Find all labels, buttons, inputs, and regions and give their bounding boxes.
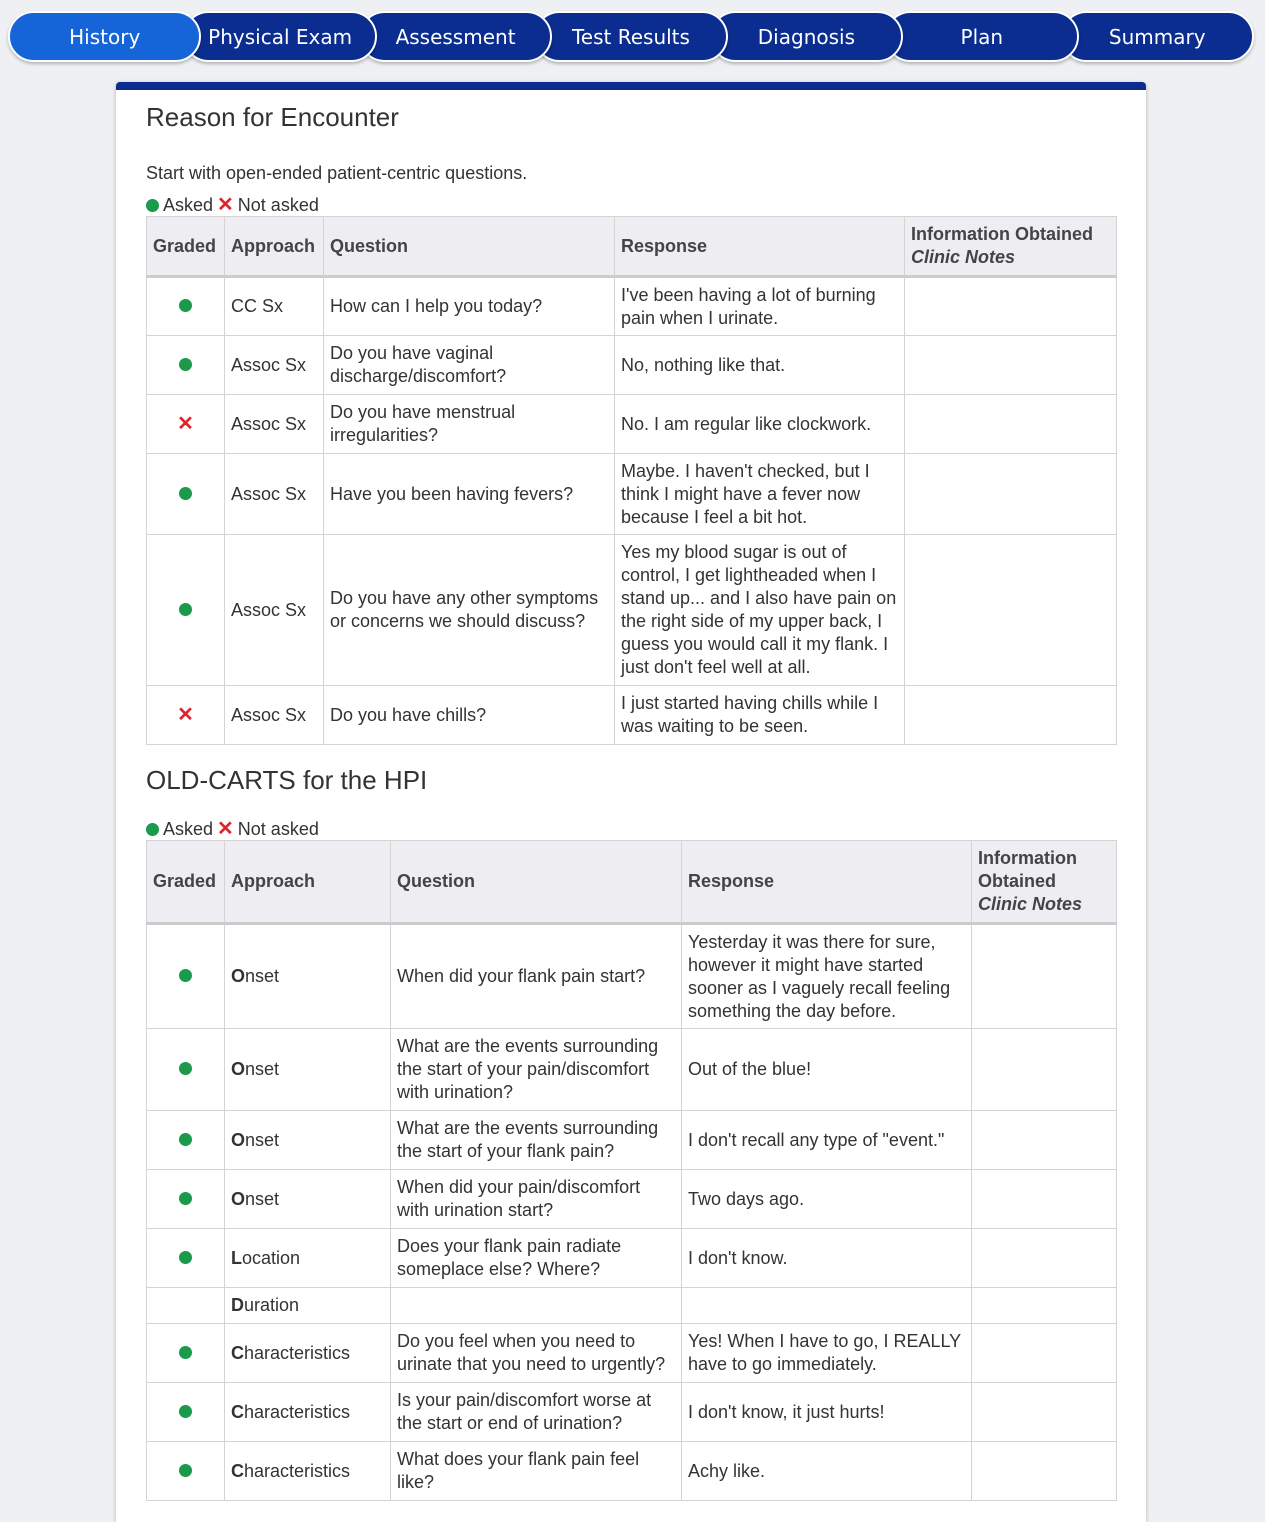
legend-asked: Asked [163,818,214,839]
header-question: Question [391,841,682,924]
table-row [147,1111,1117,1170]
graded-cell [147,454,225,535]
question-cell: What does your flank pain feel like? [391,1442,682,1501]
notes-cell[interactable] [905,535,1117,686]
approach-rest: haracteristics [244,1460,351,1481]
notes-cell[interactable] [905,686,1117,745]
nav-tabs [8,11,1254,62]
header-info [905,217,1117,277]
notes-cell[interactable] [972,1324,1117,1383]
header-info [972,841,1117,924]
table-row [147,454,1117,535]
approach-rest: ocation [242,1247,301,1268]
graded-cell [147,1288,225,1324]
graded-cell [147,924,225,1029]
response-cell: I've been having a lot of burning pain when I urinate. [615,277,905,336]
table-row [147,1170,1117,1229]
header-graded: Graded [147,217,225,277]
table-row [147,1324,1117,1383]
header-clinic-notes: Clinic Notes [911,247,1016,267]
question-cell: Do you have chills? [324,686,615,745]
table-row [147,1383,1117,1442]
graded-cell [147,1324,225,1383]
asked-dot-icon [179,1464,192,1477]
approach-cell [225,1170,391,1229]
question-cell: Do you have menstrual irregularities? [324,395,615,454]
not-asked-x-icon: ✕ [177,703,194,726]
graded-cell [147,1170,225,1229]
tab-diagnosis[interactable]: Diagnosis [710,11,903,62]
header-approach: Approach [225,217,324,277]
notes-cell[interactable] [972,924,1117,1029]
header-info-label: Information Obtained [978,848,1077,891]
approach-rest: haracteristics [244,1342,351,1363]
response-cell: Yes my blood sugar is out of control, I get lightheaded when I stand up... and I also have pain on the right side of my upper back, I guess you would call it my flank. I just don't feel well at all. [615,535,905,686]
asked-dot-icon [179,1062,192,1075]
approach-cell: Assoc Sx [225,395,324,454]
table-row [147,686,1117,745]
header-graded: Graded [147,841,225,924]
tab-assessment[interactable]: Assessment [359,11,552,62]
asked-dot-icon [179,1405,192,1418]
notes-cell[interactable] [905,454,1117,535]
notes-cell[interactable] [972,1111,1117,1170]
approach-rest: nset [245,966,280,986]
header-question: Question [324,217,615,277]
notes-cell[interactable] [972,1229,1117,1288]
graded-cell [147,1029,225,1111]
approach-initial: O [231,1129,246,1150]
legend [146,194,1116,216]
question-cell [391,1288,682,1324]
approach-cell: Assoc Sx [225,686,324,745]
approach-rest: nset [245,1188,280,1209]
asked-dot-icon [179,299,192,312]
approach-initial: L [231,1247,242,1268]
graded-cell [147,1442,225,1501]
reason-table [146,216,1117,745]
graded-cell [147,336,225,395]
question-cell: When did your flank pain start? [391,924,682,1029]
approach-rest: uration [244,1295,300,1315]
approach-initial: O [231,966,246,986]
legend-not-asked: Not asked [237,818,319,839]
legend [146,818,1116,840]
approach-cell: CC Sx [225,277,324,336]
response-cell: Achy like. [682,1442,972,1501]
notes-cell[interactable] [905,395,1117,454]
notes-cell[interactable] [972,1288,1117,1324]
approach-initial: C [231,1342,244,1363]
section-title-oldcarts: OLD-CARTS for the HPI [146,765,428,795]
section-title-reason: Reason for Encounter [146,102,399,132]
asked-dot-icon [146,823,159,836]
graded-cell [147,277,225,336]
notes-cell[interactable] [972,1029,1117,1111]
table-row [147,1029,1117,1111]
response-cell: Out of the blue! [682,1029,972,1111]
approach-cell: Assoc Sx [225,454,324,535]
approach-initial: C [231,1401,244,1422]
table-row [147,277,1117,336]
approach-initial: O [231,1188,246,1209]
approach-cell [225,1229,391,1288]
graded-cell [147,1111,225,1170]
header-response: Response [682,841,972,924]
content-panel [116,82,1146,1522]
response-cell [682,1288,972,1324]
graded-cell [147,1383,225,1442]
approach-cell [225,1111,391,1170]
asked-dot-icon [179,1346,192,1359]
question-cell: Do you have any other symptoms or concerns we should discuss? [324,535,615,686]
approach-rest: haracteristics [244,1401,351,1422]
asked-dot-icon [179,1133,192,1146]
response-cell: No, nothing like that. [615,336,905,395]
question-cell: When did your pain/discomfort with urination start? [391,1170,682,1229]
response-cell: Two days ago. [682,1170,972,1229]
table-row [147,336,1117,395]
notes-cell[interactable] [972,1442,1117,1501]
notes-cell[interactable] [972,1170,1117,1229]
asked-dot-icon [179,1251,192,1264]
approach-cell [225,924,391,1029]
graded-cell [147,1229,225,1288]
question-cell: Do you have vaginal discharge/discomfort? [324,336,615,395]
question-cell: Does your flank pain radiate someplace else? Where? [391,1229,682,1288]
response-cell: I don't know, it just hurts! [682,1383,972,1442]
asked-dot-icon [146,199,159,212]
legend-not-asked: Not asked [237,194,319,215]
tab-history[interactable]: History [8,11,201,62]
approach-initial: O [231,1059,246,1079]
approach-rest: nset [245,1129,280,1150]
asked-dot-icon [179,1192,192,1205]
asked-dot-icon [179,603,192,616]
legend-asked: Asked [163,194,214,215]
response-cell: I don't recall any type of "event." [682,1111,972,1170]
response-cell: I don't know. [682,1229,972,1288]
response-cell: Yes! When I have to go, I REALLY have to go immediately. [682,1324,972,1383]
approach-cell [225,1029,391,1111]
question-cell: Is your pain/discomfort worse at the start or end of urination? [391,1383,682,1442]
approach-cell [225,1288,391,1324]
asked-dot-icon [179,487,192,500]
table-row [147,1288,1117,1324]
approach-cell [225,1383,391,1442]
tab-summary[interactable]: Summary [1061,11,1254,62]
notes-cell[interactable] [905,277,1117,336]
header-clinic-notes: Clinic Notes [978,894,1083,914]
table-row [147,395,1117,454]
section-intro: Start with open-ended patient-centric questions. [146,163,528,183]
question-cell: Have you been having fevers? [324,454,615,535]
approach-initial: C [231,1460,244,1481]
header-approach: Approach [225,841,391,924]
tab-test-results[interactable]: Test Results [534,11,727,62]
notes-cell[interactable] [905,336,1117,395]
oldcarts-table [146,840,1117,1501]
approach-cell: Assoc Sx [225,336,324,395]
not-asked-x-icon: ✕ [217,818,234,840]
graded-cell [147,395,225,454]
response-cell: I just started having chills while I was waiting to be seen. [615,686,905,745]
table-row [147,1442,1117,1501]
question-cell: What are the events surrounding the start of your flank pain? [391,1111,682,1170]
response-cell: No. I am regular like clockwork. [615,395,905,454]
tab-plan[interactable]: Plan [885,11,1078,62]
approach-initial: D [231,1295,244,1315]
table-row [147,535,1117,686]
approach-cell: Assoc Sx [225,535,324,686]
approach-cell [225,1442,391,1501]
asked-dot-icon [179,969,192,982]
not-asked-x-icon: ✕ [217,194,234,216]
graded-cell [147,535,225,686]
approach-cell [225,1324,391,1383]
graded-cell [147,686,225,745]
response-cell: Yesterday it was there for sure, however it might have started sooner as I vaguely recall feeling something the day before. [682,924,972,1029]
question-cell: What are the events surrounding the start of your pain/discomfort with urination? [391,1029,682,1111]
response-cell: Maybe. I haven't checked, but I think I might have a fever now because I feel a bit hot. [615,454,905,535]
header-info-label: Information Obtained [911,224,1093,244]
approach-rest: nset [245,1059,280,1079]
table-row [147,924,1117,1029]
tab-physical-exam[interactable]: Physical Exam [183,11,376,62]
asked-dot-icon [179,358,192,371]
header-response: Response [615,217,905,277]
question-cell: Do you feel when you need to urinate that you need to urgently? [391,1324,682,1383]
notes-cell[interactable] [972,1383,1117,1442]
table-row [147,1229,1117,1288]
question-cell: How can I help you today? [324,277,615,336]
not-asked-x-icon: ✕ [177,412,194,435]
